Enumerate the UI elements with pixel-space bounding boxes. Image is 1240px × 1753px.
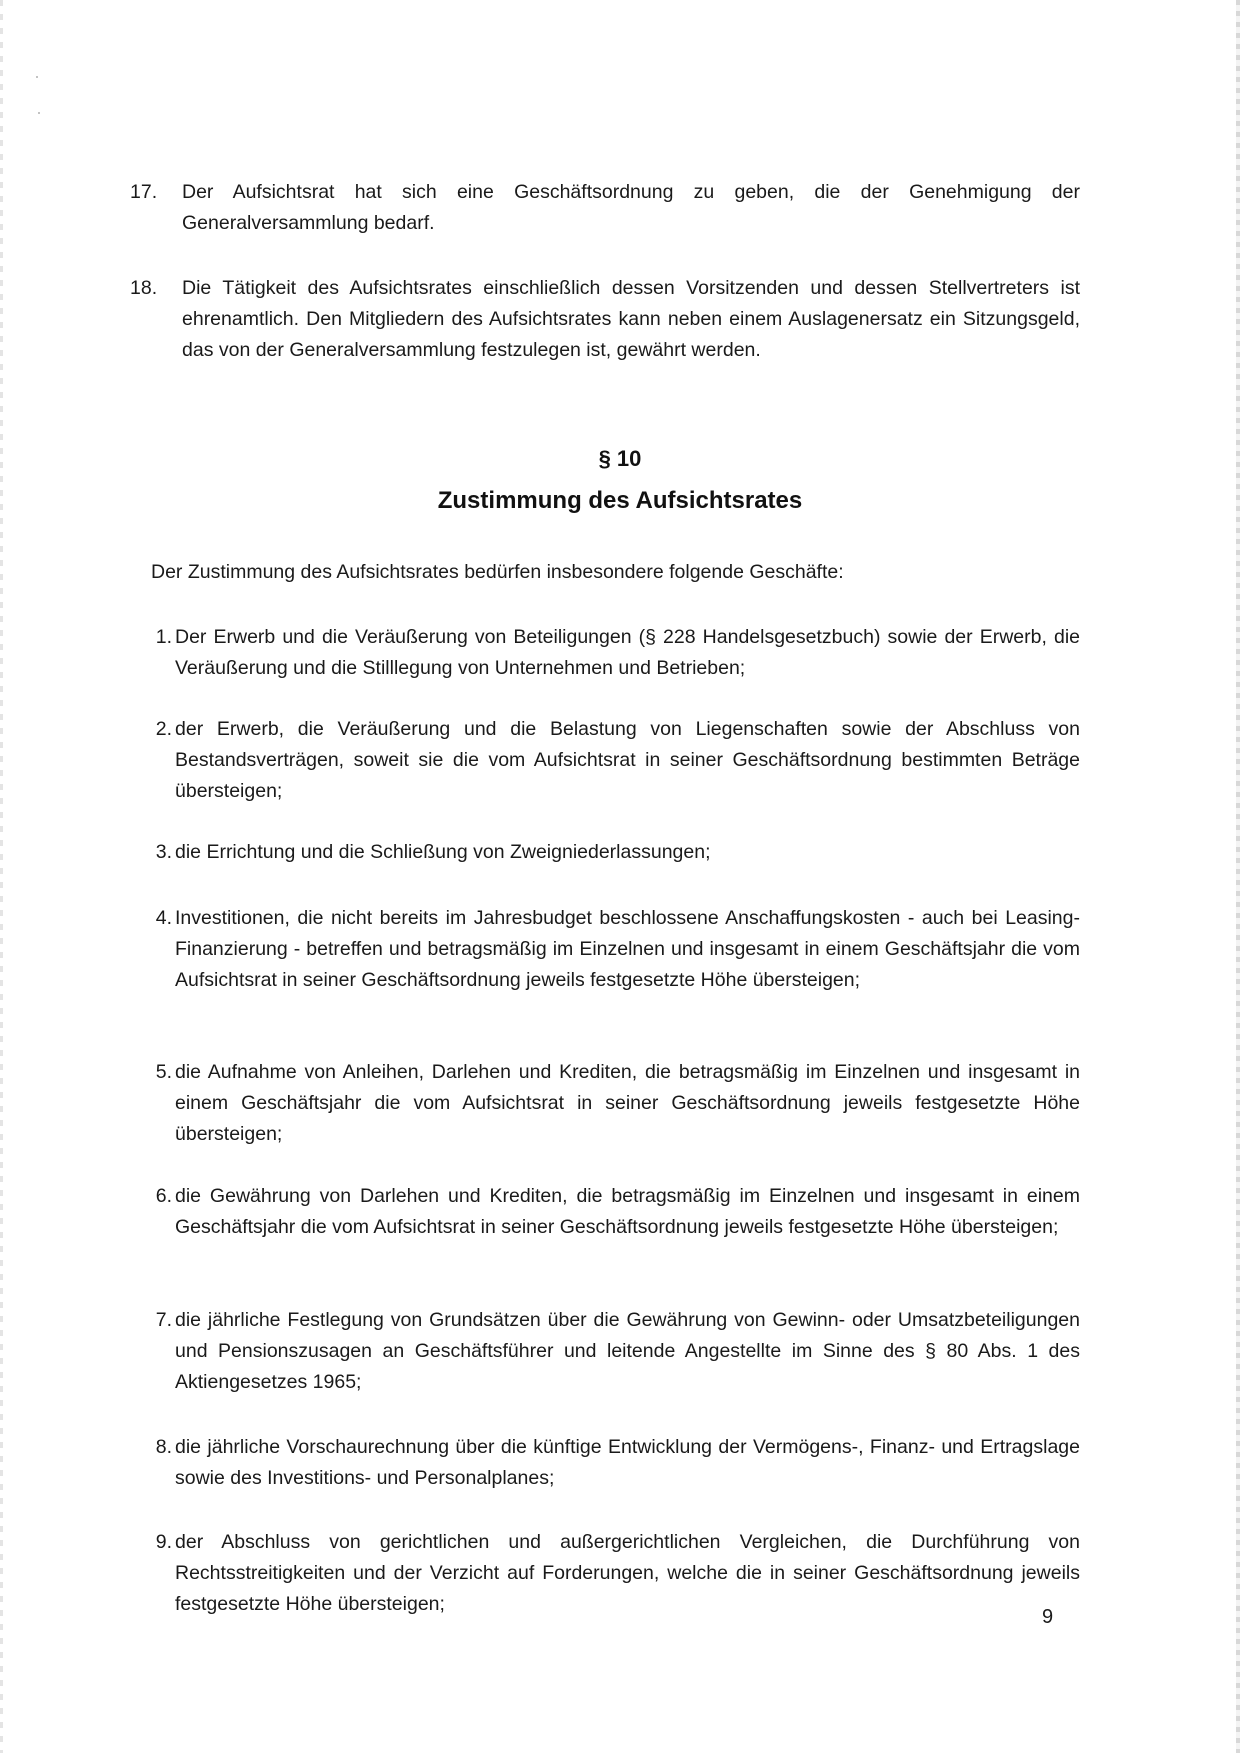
list-item bbox=[130, 837, 1080, 868]
page-number: 9 bbox=[1042, 1606, 1054, 1628]
list-item-number: 5. bbox=[155, 1061, 172, 1083]
list-item-text: die jährliche Festlegung von Grundsätzen über die Gewährung von Gewinn- oder Umsatzbeteiligungen und Pensionszusagen an Geschäftsführer und leitende Angestellte im Sinne des § 80 Abs. 1 des Aktiengesetzes 1965; bbox=[175, 1309, 1080, 1393]
paragraph-text: Die Tätigkeit des Aufsichtsrates einschließlich dessen Vorsitzenden und dessen Stellvertreters ist ehrenamtlich. Den Mitgliedern des Aufsichtsrates kann neben einem Auslagenersatz ein Sitzungsgeld, das von der Generalversammlung festzulegen ist, gewährt werden. bbox=[182, 277, 1080, 361]
list-item-number: 2. bbox=[155, 718, 172, 740]
list-item bbox=[130, 903, 1080, 996]
paragraph-number: 18. bbox=[130, 277, 158, 299]
scan-speck bbox=[38, 112, 40, 114]
list-item bbox=[130, 1305, 1080, 1398]
list-item-number: 1. bbox=[155, 626, 172, 648]
list-item-number: 4. bbox=[155, 907, 172, 929]
list-item-text: die Errichtung und die Schließung von Zweigniederlassungen; bbox=[175, 841, 711, 863]
section-intro: Der Zustimmung des Aufsichtsrates bedürfen insbesondere folgende Geschäfte: bbox=[151, 561, 844, 583]
list-item-number: 3. bbox=[155, 841, 172, 863]
list-item-text: der Abschluss von gerichtlichen und außergerichtlichen Vergleichen, die Durchführung von Rechtsstreitigkeiten und der Verzicht auf Forderungen, welche die in seiner Geschäftsordnung jeweils festgesetzte Höhe übersteigen; bbox=[175, 1531, 1080, 1615]
list-item-text: Der Erwerb und die Veräußerung von Beteiligungen (§ 228 Handelsgesetzbuch) sowie der Erwerb, die Veräußerung und die Stilllegung von Unternehmen und Betrieben; bbox=[175, 626, 1080, 679]
list-item-text: die Aufnahme von Anleihen, Darlehen und Krediten, die betragsmäßig im Einzelnen und insgesamt in einem Geschäftsjahr die vom Aufsichtsrat in seiner Geschäftsordnung jeweils festgesetzte Höhe übersteigen; bbox=[175, 1061, 1080, 1145]
scan-edge-right bbox=[1236, 0, 1240, 1753]
list-item bbox=[130, 714, 1080, 807]
list-item-text: der Erwerb, die Veräußerung und die Belastung von Liegenschaften sowie der Abschluss von Bestandsverträgen, soweit sie die vom Aufsichtsrat in seiner Geschäftsordnung bestimmten Beträge übersteigen; bbox=[175, 718, 1080, 802]
list-item bbox=[130, 1057, 1080, 1150]
paragraph-18 bbox=[130, 273, 1080, 366]
list-item bbox=[130, 1432, 1080, 1494]
section-title: Zustimmung des Aufsichtsrates bbox=[437, 487, 803, 514]
list-item bbox=[130, 1181, 1080, 1243]
list-item-number: 9. bbox=[155, 1531, 172, 1553]
list-item-text: die jährliche Vorschaurechnung über die künftige Entwicklung der Vermögens-, Finanz- und Ertragslage sowie des Investitions- und Personalplanes; bbox=[175, 1436, 1080, 1489]
list-item-number: 7. bbox=[155, 1309, 172, 1331]
list-item bbox=[130, 1527, 1080, 1620]
list-item bbox=[130, 622, 1080, 684]
list-item-text: die Gewährung von Darlehen und Krediten, die betragsmäßig im Einzelnen und insgesamt in einem Geschäftsjahr die vom Aufsichtsrat in seiner Geschäftsordnung jeweils festgesetzte Höhe übersteigen; bbox=[175, 1185, 1080, 1238]
list-item-text: Investitionen, die nicht bereits im Jahresbudget beschlossene Anschaffungskosten - auch bei Leasing-Finanzierung - betreffen und betragsmäßig im Einzelnen und insgesamt in einem Geschäftsjahr die vom Aufsichtsrat in seiner Geschäftsordnung jeweils festgesetzte Höhe übersteigen; bbox=[175, 907, 1080, 991]
list-item-number: 6. bbox=[155, 1185, 172, 1207]
paragraph-number: 17. bbox=[130, 181, 158, 203]
scan-edge-left bbox=[0, 0, 3, 1753]
paragraph-text: Der Aufsichtsrat hat sich eine Geschäftsordnung zu geben, die der Genehmigung der Generalversammlung bedarf. bbox=[182, 181, 1080, 234]
section-number: § 10 bbox=[598, 446, 642, 471]
scan-speck bbox=[36, 76, 38, 78]
list-item-number: 8. bbox=[155, 1436, 172, 1458]
paragraph-17 bbox=[130, 177, 1080, 239]
